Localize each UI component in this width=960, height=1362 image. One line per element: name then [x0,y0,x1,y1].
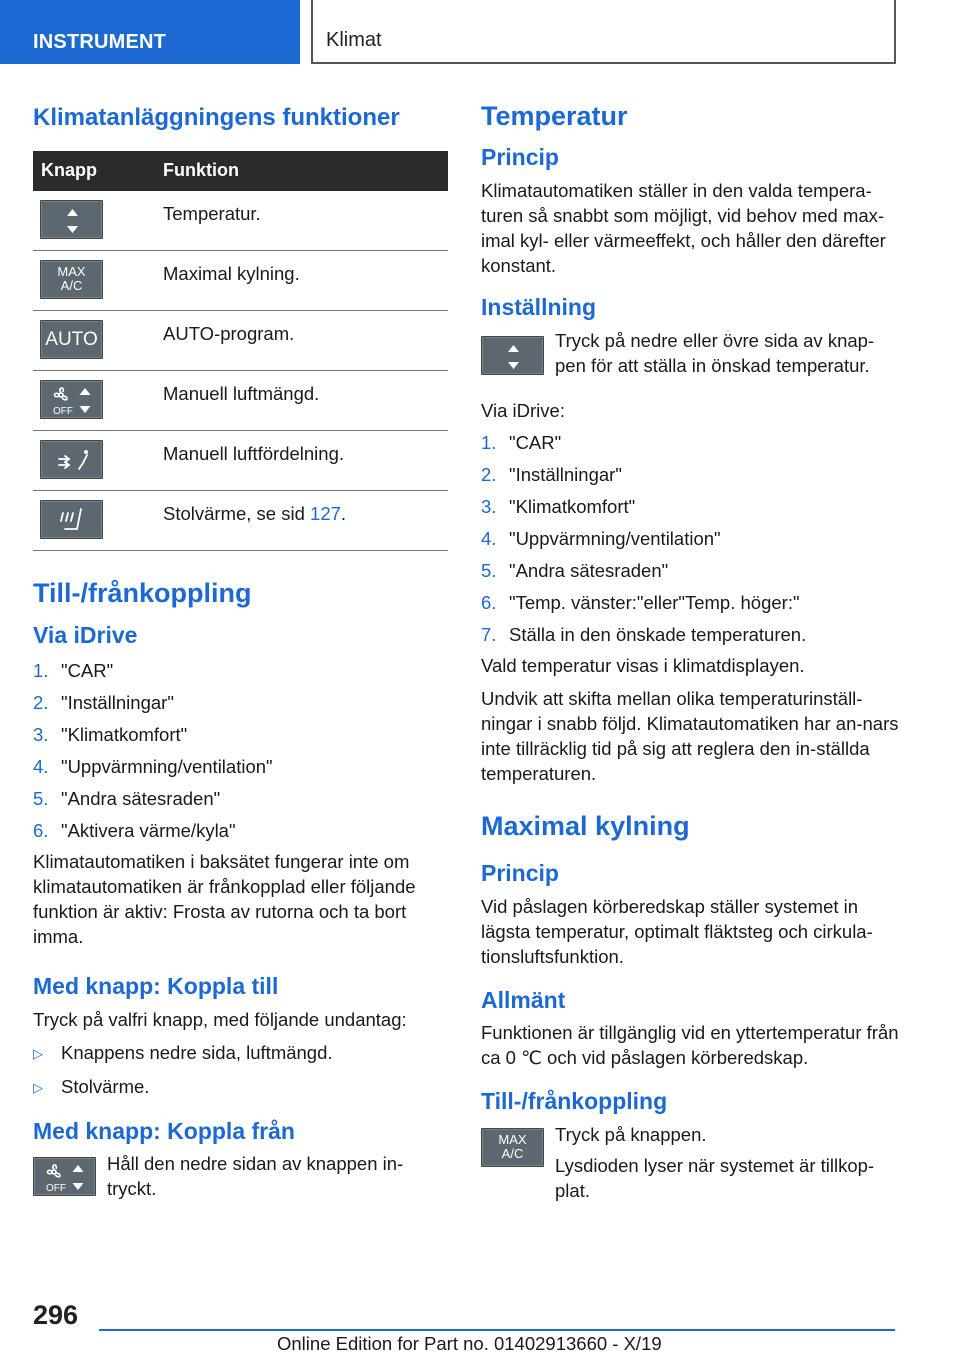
general-title: Allmänt [481,986,566,1013]
table-row [33,311,448,371]
led-text: Lysdioden lyser när systemet är tillkop-plat. [555,1154,875,1201]
button-off-text: Håll den nedre sidan av knappen in-tryckt. [107,1153,404,1200]
right-column [481,100,899,1203]
warning-text: Undvik att skifta mellan olika temperaturinställ-ningar i snabb följd. Klimatautomatiken har an-nars inte tillräcklig tid på sig att reglera den in-ställda temperaturen. [481,687,899,784]
list-item: 1. "CAR" [481,431,562,453]
page-header [0,0,960,66]
idrive-steps-list [33,655,448,847]
display-note: Vald temperatur visas i klimatdisplayen. [481,654,805,676]
list-item: 4. "Uppvärmning/ventilation" [33,756,273,778]
table-cell-function: Manuell luftmängd. [155,371,448,431]
list-item: 1. "CAR" [33,660,114,682]
table-cell-function: Stolvärme, se sid 127. [155,491,448,551]
functions-title: Klimatanläggningens funktioner [33,104,400,131]
table-cell-function: Temperatur. [155,191,448,251]
principle-text: Klimatautomatiken ställer in den valda tempera-turen så snabbt som möjligt, vid behov med max-imal kyl- eller värmeeffekt, och håller den därefter konstant. [481,179,886,276]
setting-title: Inställning [481,293,596,320]
temperature-updown-icon [40,200,103,239]
list-item: 4. "Uppvärmning/ventilation" [481,527,721,549]
list-item: 7. Ställa in den önskade temperaturen. [481,623,807,645]
list-item: 5. "Andra sätesraden" [33,788,221,810]
left-column [33,100,448,1201]
temperature-title: Temperatur [481,101,628,131]
table-header-knapp: Knapp [33,151,155,191]
principle-title: Princip [481,144,559,171]
press-text: Tryck på knappen. [555,1123,707,1145]
air-distribution-icon [40,440,103,479]
via-idrive-title: Via iDrive [33,621,138,648]
table-header-row [33,151,448,191]
table-row [33,251,448,311]
table-cell-function: Manuell luftfördelning. [155,431,448,491]
functions-table [33,151,448,552]
list-item: 5. "Andra sätesraden" [481,559,669,581]
max-onoff-title: Till-/frånkoppling [481,1088,668,1115]
button-off-row [33,1151,448,1201]
temperature-updown-icon [481,336,544,375]
table-header-funktion: Funktion [155,151,448,191]
list-item: 3. "Klimatkomfort" [33,724,188,746]
list-item: 6. "Temp. vänster:"eller"Temp. höger:" [481,591,800,613]
list-item: ▷ Knappens nedre sida, luftmängd. [33,1041,333,1063]
max-principle-title: Princip [481,859,559,886]
table-cell-function: Maximal kylning. [155,251,448,311]
list-item: 2. "Inställningar" [481,463,622,485]
auto-icon: AUTO [40,320,103,359]
max-ac-icon: MAX A/C [40,260,103,299]
list-item: 3. "Klimatkomfort" [481,495,636,517]
rear-note: Klimatautomatiken i baksätet fungerar inte om klimatautomatiken är frånkopplad eller följande funktion är aktiv: Frosta av rutorna och ta bort imma. [33,851,416,948]
page-link-127[interactable]: 127 [310,503,341,525]
list-item: 6. "Aktivera värme/kyla" [33,820,236,842]
button-on-title: Med knapp: Koppla till [33,973,279,1000]
list-item: ▷ Stolvärme. [33,1075,150,1097]
footer-divider [99,1329,895,1331]
exceptions-list [33,1036,448,1104]
svg-text:OFF: OFF [53,406,73,418]
max-ac-icon: MAX A/C [481,1128,544,1167]
button-on-text: Tryck på valfri knapp, med följande undantag: [33,1008,407,1030]
button-off-title: Med knapp: Koppla från [33,1117,295,1144]
table-row [33,191,448,251]
max-principle-text: Vid påslagen körberedskap ställer systemet in lägsta temperatur, optimalt fläktsteg och cirkula-tionsluftsfunktion. [481,895,873,967]
page-number: 296 [33,1300,79,1330]
max-cooling-title: Maximal kylning [481,810,690,841]
setting-row [481,328,899,380]
svg-text:OFF: OFF [46,1183,66,1195]
chapter-title: Klimat [311,0,896,64]
fan-off-icon [33,1157,96,1196]
edition-text: Online Edition for Part no. 01402913660 - X/19 [277,1333,662,1354]
temp-steps-list [481,427,899,651]
section-title: INSTRUMENT [0,0,300,64]
fan-off-icon [40,380,103,419]
list-item: 2. "Inställningar" [33,692,174,714]
table-cell-function: AUTO-program. [155,311,448,371]
max-onoff-row [481,1122,899,1203]
table-row [33,371,448,431]
table-row [33,491,448,551]
seat-heating-icon [40,500,103,539]
table-row [33,431,448,491]
via-idrive-label: Via iDrive: [481,399,565,421]
onoff-title: Till-/frånkoppling [33,578,252,609]
setting-text: Tryck på nedre eller övre sida av knap-pen för att ställa in önskad temperatur. [555,329,875,376]
general-text: Funktionen är tillgänglig vid en yttertemperatur från ca 0 ℃ och vid påslagen körberedskap. [481,1022,899,1069]
